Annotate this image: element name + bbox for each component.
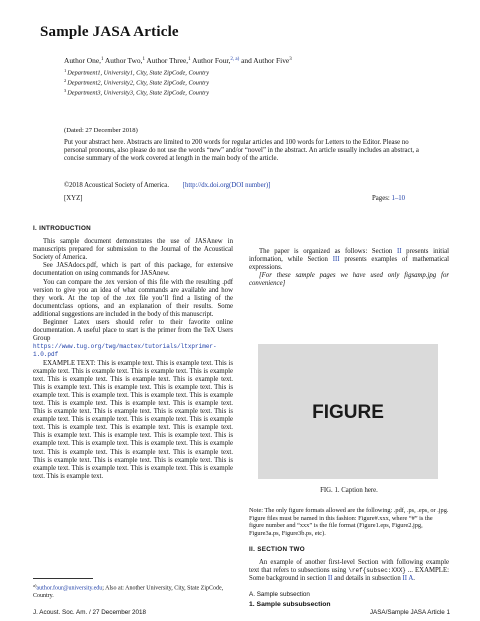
affiliation-marker: 3 bbox=[289, 57, 292, 62]
paragraph bbox=[249, 248, 449, 272]
email-link[interactable]: author.four@university.edu bbox=[36, 585, 103, 592]
author-name: Author One, bbox=[64, 56, 101, 65]
text-run: presents examples of mathematical expressions. bbox=[249, 256, 450, 272]
footer-journal: J. Acoust. Soc. Am. / 27 December 2018 bbox=[33, 609, 147, 616]
text-run: The paper is organized as follows: Section bbox=[259, 248, 397, 255]
doi-link[interactable]: [http://dx.doi.org(DOI number)] bbox=[182, 182, 271, 189]
paragraph-text: Beginner Latex users should refer to their favorite online documentation. A useful place to start is the primer from the TeX Users Group bbox=[33, 319, 233, 343]
affiliation-line bbox=[64, 68, 209, 77]
primer-url-link[interactable]: https://www.tug.org/twg/mactex/tutorials/ltxprimer-1.0.pdf bbox=[33, 343, 217, 359]
text-run: ... EXAMPLE: Some background in section bbox=[249, 567, 449, 583]
text-run: . bbox=[413, 575, 415, 583]
affiliation-number: 1 bbox=[64, 68, 67, 73]
abstract: Put your abstract here. Abstracts are limited to 200 words for regular articles and 100 words for Letters to the Editor. Please no personal pronouns, also please do not use the words “new” and/or “novel” in the abstract. An article usually includes an abstract, a concise summary of the work covered at length in the main body of the article. bbox=[64, 139, 419, 163]
section-heading: II. SECTION TWO bbox=[249, 546, 305, 553]
affiliation-text: Department2, University2, City, State ZipCode, Country bbox=[67, 79, 210, 87]
author-name: Author Four, bbox=[192, 56, 231, 65]
affiliation-marker: 1 bbox=[188, 57, 191, 62]
text-run: presents initial information, while Section bbox=[249, 248, 449, 264]
section-ref-link[interactable]: III bbox=[332, 256, 340, 264]
affiliation-marker: 1 bbox=[142, 57, 145, 62]
author-list bbox=[64, 56, 292, 65]
figure-note: Note: The only figure formats allowed are the following: .pdf, .ps, .eps, or .jpg. Figure files must be named in this fashion: Figure#.xxx, where “#” is the figure number and “xxx” is the file format (Figure1.eps, Figure2.jpg, Figure3a.ps, Figure3b.ps, etc). bbox=[249, 507, 449, 537]
figure-caption: FIG. 1. Caption here. bbox=[320, 487, 378, 494]
footer-page: JASA/Sample JASA Article 1 bbox=[369, 609, 450, 616]
affiliation-text: Department1, University1, City, State ZipCode, Country bbox=[67, 69, 210, 77]
figure-label: FIGURE bbox=[312, 402, 384, 423]
copyright-line bbox=[64, 182, 270, 189]
paragraph: This sample document demonstrates the use of JASAnew in manuscripts prepared for submission to the Journal of the Acoustical Society of America. bbox=[33, 238, 233, 262]
affiliation-text: Department3, University3, City, State ZipCode, Country bbox=[67, 89, 210, 97]
footnote bbox=[33, 582, 233, 600]
affiliation-number: 2 bbox=[64, 78, 67, 83]
article-title: Sample JASA Article bbox=[40, 24, 179, 40]
section-heading: I. INTRODUCTION bbox=[33, 225, 92, 232]
xyz-marker: [XYZ] bbox=[64, 195, 83, 202]
date-line: (Dated: 27 December 2018) bbox=[64, 127, 138, 134]
affiliation-line bbox=[64, 78, 209, 87]
affiliation-marker[interactable]: 2, a) bbox=[230, 57, 240, 62]
paragraph: EXAMPLE TEXT: This is example text. This is example text. This is example text. This is example text. This is example text. This is example text. This is example text. This is example text. This is example text. This is example text. This is example text. This is example text. This is example text. This is example text. This is example text. This is example text. This is example text. This is example text. This is example text. This is example text. This is example text. This is example text. This is example text. This is example text. This is example text. This is example text. This is example text. This is example text. This is example text. This is example text. This is example text. This is example text. This is example text. This is example text. This is example text. This is example text. This is example text. This is example text. This is example text. This is example text. This is example text. This is example text. This is example text. This is example text. This is example text. This is example text. This is example text. bbox=[33, 359, 233, 480]
subsubsection-heading: 1. Sample subsubsection bbox=[249, 601, 331, 608]
footnote-marker: a) bbox=[33, 583, 37, 588]
left-column bbox=[33, 225, 233, 481]
pages-link[interactable]: 1–10 bbox=[391, 195, 406, 202]
footnote-rule bbox=[33, 578, 93, 579]
subsection-heading: A. Sample subsection bbox=[249, 591, 310, 598]
page-range bbox=[372, 195, 405, 202]
paragraph: See JASAdocs.pdf, which is part of this package, for extensive documentation on using commands for JASAnew. bbox=[33, 262, 233, 278]
subsection-ref-link[interactable]: II A bbox=[402, 575, 414, 583]
right-column-intro bbox=[249, 248, 449, 288]
footnote-text: ; Also at: Another University, City, State ZipCode, Country. bbox=[33, 585, 224, 599]
italic-note: [For these sample pages we have used only figsamp.jpg for convenience] bbox=[249, 272, 449, 288]
affiliation-line bbox=[64, 88, 209, 97]
affiliation-marker: 1 bbox=[100, 57, 104, 62]
text-run: and details in subsection bbox=[332, 575, 403, 583]
author-name: Author Three, bbox=[146, 56, 189, 65]
right-column-section-two bbox=[249, 546, 449, 583]
copyright-text: ©2018 Acoustical Society of America. bbox=[64, 182, 170, 189]
section-ref-link[interactable]: II bbox=[396, 248, 402, 255]
paragraph: You can compare the .tex version of this file with the resulting .pdf version to give you an idea of what commands are available and how they work. At the top of the .tex file you’ll find a listing of the documentclass options, and an explanation of their results. Some additional suggestions are included in the body of this manuscript. bbox=[33, 278, 233, 318]
affiliation-number: 3 bbox=[64, 88, 67, 93]
paragraph bbox=[249, 559, 449, 583]
section-ref-link[interactable]: II bbox=[327, 575, 333, 583]
author-name: Author Two, bbox=[104, 56, 143, 65]
code-snippet: \ref{subsec:XXX} bbox=[348, 567, 406, 575]
text-run: An example of another first-level Section with following example text that refers to subsections using bbox=[249, 559, 449, 575]
paragraph bbox=[33, 319, 233, 359]
pages-label: Pages: bbox=[372, 195, 392, 202]
author-name: and Author Five bbox=[241, 56, 290, 65]
